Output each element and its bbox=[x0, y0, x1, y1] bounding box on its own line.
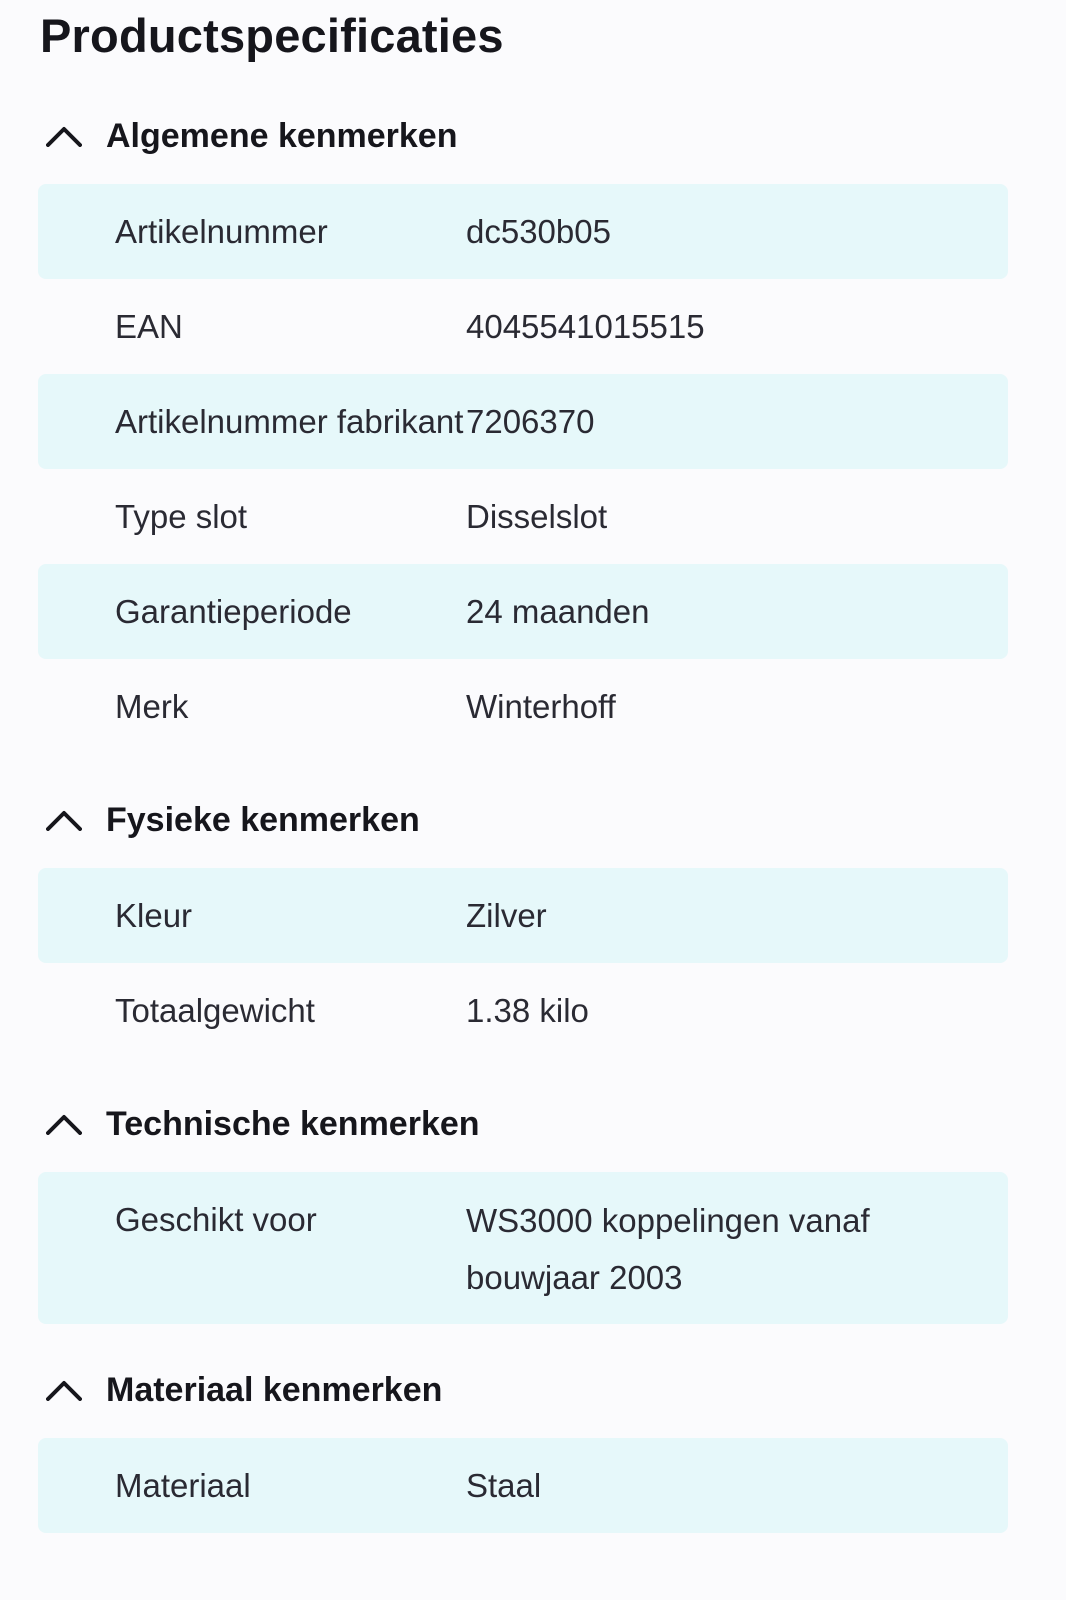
section-physical bbox=[38, 792, 1008, 1058]
section-toggle-physical[interactable] bbox=[38, 792, 1008, 848]
spec-value: 24 maanden bbox=[466, 593, 650, 630]
spec-label: Garantieperiode bbox=[115, 592, 352, 630]
spec-label: Geschikt voor bbox=[115, 1201, 317, 1238]
spec-row bbox=[38, 564, 1008, 659]
spec-row bbox=[38, 469, 1008, 564]
spec-value: Disselslot bbox=[466, 498, 608, 535]
spec-row bbox=[38, 1438, 1008, 1533]
spec-value: 7206370 bbox=[466, 403, 595, 440]
spec-label: Materiaal bbox=[115, 1466, 251, 1504]
chevron-up-icon bbox=[40, 116, 88, 156]
section-technical bbox=[38, 1096, 1008, 1324]
spec-value: WS3000 koppelingen vanaf bouwjaar 2003 bbox=[466, 1202, 870, 1296]
section-general bbox=[38, 108, 1008, 754]
spec-label: Totaalgewicht bbox=[115, 991, 315, 1029]
spec-value: Zilver bbox=[466, 897, 547, 934]
spec-table bbox=[38, 184, 1008, 754]
chevron-up-icon bbox=[40, 800, 88, 840]
spec-label: EAN bbox=[115, 307, 183, 345]
spec-label: Artikelnummer bbox=[115, 212, 328, 250]
spec-row bbox=[38, 868, 1008, 963]
spec-value: Winterhoff bbox=[466, 688, 616, 725]
spec-label: Kleur bbox=[115, 896, 193, 934]
spec-label: Type slot bbox=[115, 497, 248, 535]
spec-label: Merk bbox=[115, 687, 189, 725]
chevron-up-icon bbox=[40, 1370, 88, 1410]
section-toggle-general[interactable] bbox=[38, 108, 1008, 164]
spec-row bbox=[38, 279, 1008, 374]
spec-table bbox=[38, 1172, 1008, 1324]
spec-row bbox=[38, 1172, 1008, 1324]
section-title: Fysieke kenmerken bbox=[106, 800, 420, 839]
spec-row bbox=[38, 374, 1008, 469]
spec-label: Artikelnummer fabrikant bbox=[115, 402, 464, 440]
section-title: Technische kenmerken bbox=[106, 1104, 480, 1143]
section-toggle-material[interactable] bbox=[38, 1362, 1008, 1418]
spec-row bbox=[38, 963, 1008, 1058]
spec-table bbox=[38, 868, 1008, 1058]
spec-value: 4045541015515 bbox=[466, 308, 705, 345]
spec-table bbox=[38, 1438, 1008, 1533]
spec-row bbox=[38, 659, 1008, 754]
spec-row bbox=[38, 184, 1008, 279]
page-title: Productspecificaties bbox=[40, 9, 504, 62]
section-title: Materiaal kenmerken bbox=[106, 1370, 443, 1409]
section-toggle-technical[interactable] bbox=[38, 1096, 1008, 1152]
chevron-up-icon bbox=[40, 1104, 88, 1144]
section-material bbox=[38, 1362, 1008, 1533]
spec-value: Staal bbox=[466, 1467, 542, 1504]
spec-value: dc530b05 bbox=[466, 213, 611, 250]
section-title: Algemene kenmerken bbox=[106, 116, 458, 155]
spec-value: 1.38 kilo bbox=[466, 992, 589, 1029]
